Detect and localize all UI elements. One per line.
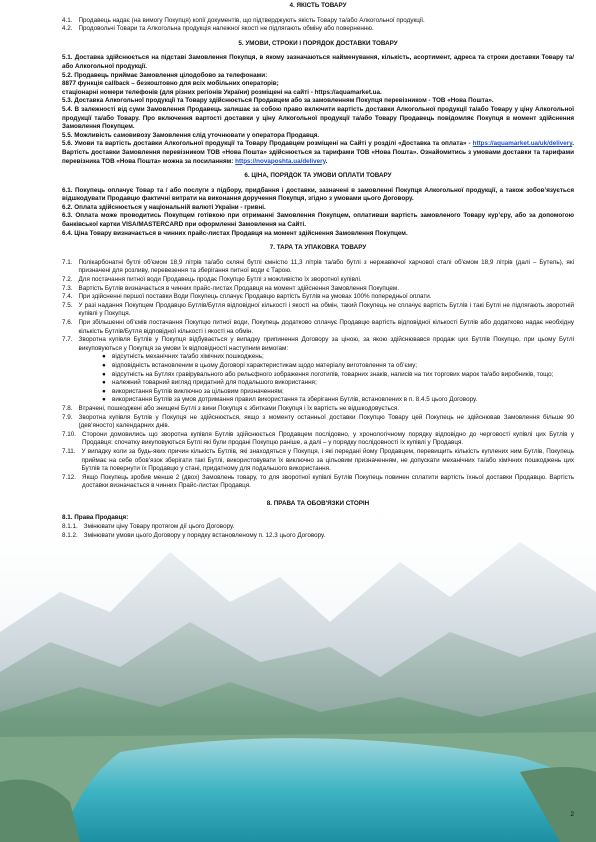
clause-5-2-callback: 8877 функція callback – безкоштовно для всіх мобільних операторів; (62, 80, 279, 88)
clause-5-6-end: . (325, 157, 328, 165)
bullet-item (102, 396, 574, 405)
bullet-text: належний товарний вигляд придатний для подальшого використання; (112, 379, 317, 387)
clause-text: Змінювати умови цього Договору у порядку встановленому п. 12.3 цього Договору. (83, 531, 326, 539)
clause-7-6 (62, 319, 574, 336)
clause-text: Вартість Бутлів визначається в чинних прайс-листах Продавця на момент здійснення Замовлення Покупцем. (78, 284, 399, 292)
bullet-item (102, 353, 574, 362)
clause-text: Сторони домовились що зворотна купівля Бутлів здійснюється Продавцем послідовно, у хронологічному порядку відповідно до черговості купівлі цих Бутлів у Продавця: спочатку викуповуються Бутлі які були продані Покупцю раніше, а далі – у порядку послідовності їх купівлі у Продавця. (82, 430, 574, 447)
clause-text: Якщо Покупець зробив менше 2 (двох) Замовлень товару, то для зворотної купівлі Бутлів Покупець повинен сплатити вартість їхньої доставки Продавцю. Вартість доставки визначається в чинних Прайс-листах Продавця. (82, 473, 574, 490)
section-5-heading: 5. УМОВИ, СТРОКИ І ПОРЯДОК ДОСТАВКИ ТОВАРУ (238, 39, 398, 47)
bullet-text: відсутність на Бутлях гравірувального або рельєфного зображення логотипів, товарних знаків, написів на тих торгових марок та/або виробників, тощо; (112, 370, 554, 378)
clause-7-9 (62, 414, 574, 431)
bullet-item (102, 371, 574, 380)
clause-7-2 (62, 276, 574, 285)
bullet-text: відповідність встановленим в цьому Договорі характеристикам щодо матеріалу виготовлення та об’єму; (112, 361, 417, 369)
clause-text: При збільшенні об'ємів постачання Покупцю питної води, Покупець додатково сплачує Продавцю вартість відповідної кількості Бутлів або додатково надає необхідну кількість Бутлів/Бутля відповідної кількості і якості на обмін. (78, 319, 574, 335)
bullet-icon: ● (102, 387, 106, 395)
bullet-icon: ● (102, 353, 106, 361)
clause-7-4 (62, 293, 574, 302)
clause-6-2: 6.2. Оплата здійснюється у національній валюті України - гривні. (62, 203, 266, 211)
clause-text: Зворотна купівля Бутлів у Покупця відбувається у випадку припинення Договору за ціною, за якою здійснювався продаж цих Бутлів Покупцю, при цьому Бутлі викуповуються у Покупця за умови їх відповідності наступним вимогам: (78, 336, 574, 352)
clause-text: Втрачені, пошкоджені або знищені Бутлі з вини Покупця є збитками Покупця і їх вартість не відшкодовується. (78, 404, 400, 412)
clause-7-8 (62, 405, 574, 414)
bullet-icon: ● (102, 370, 106, 378)
clause-text: У випадку коли за будь-яких причин кількість Бутлів, які знаходяться у Покупця, і які передані йому Продавцем, перевищить кількість куплених ним Бутлів, Покупець приймає на себе обов’язок зберігати такі Бутлі, використовувати їх виключно за цільовим призначенням, не допускати механічних та/або хімічних пошкоджень цих Бутлів та повернути їх Продавцю у стані, придатному для подальшого використання. (81, 447, 574, 473)
document-page (62, 2, 574, 828)
clause-5-6-middle: . Вартість доставки Замовлення перевізником ТОВ «Нова Пошта» здійснюється за тарифами ТОВ «Нова Пошта». Ознайомитись з умовами доставки та тарифами перевізника ТОВ «Нова Пошта» можна за посиланням: (62, 140, 574, 165)
clause-5-1: 5.1. Доставка здійснюється на підставі Замовлення Покупця, в якому зазначаються найменування, кількість, асортимент, адреса та строки доставки Товару та/або Алкогольної продукції. (62, 54, 574, 70)
clause-7-5 (62, 302, 574, 319)
clause-number: 7.8. (62, 404, 73, 412)
clause-number: 7.10. (62, 430, 77, 438)
clause-6-3: 6.3. Оплата може проводитись Покупцем готівкою при отриманні Замовлення Покупцем, оплативши вартість замовленого Товару кур’єру, або за допомогою банківської картки VISA/MASTERCARD при оформленні Замовлення на Сайті. (62, 212, 574, 229)
clause-7-11 (62, 448, 574, 474)
clause-number: 7.5. (62, 301, 73, 309)
clause-5-2: 5.2. Продавець приймає Замовлення цілодобово за телефонами: (62, 71, 268, 79)
clause-4-2 (62, 25, 574, 34)
clause-number: 7.6. (62, 319, 73, 326)
clause-text: У разі надання Покупцем Продавцю Бутлів/Бутля відповідної кількості і якості на обмін, такий Покупець не сплачує вартість Бутлів і такі Бутлі не підлягають зворотній купівлі у Покупця. (78, 301, 574, 318)
clause-number: 7.4. (62, 293, 73, 301)
clause-5-6-start: 5.6. Умови та вартість доставки Алкогольної продукції та Товару Продавцем розміщені на Сайті у розділі «Доставка та оплата» - (62, 140, 473, 148)
clause-number: 7.9. (62, 413, 73, 421)
section-6-heading: 6. ЦІНА, ПОРЯДОК ТА УМОВИ ОПЛАТИ ТОВАРУ (244, 172, 392, 180)
clause-number: 4.1. (62, 16, 73, 24)
clause-7-12 (62, 474, 574, 491)
clause-8-1-1 (62, 523, 574, 532)
clause-5-4: 5.4. В залежності від суми Замовлення Продавець залишає за собою право включити вартість доставки Алкогольної продукції та/або Товару у ціну Алкогольної продукції та/або Товару. Про включення вартості доставки у ціну Алкогольної продукції та/або Товару Продавець повідомляє Покупця в момент здійснення Замовлення Покупцем. (62, 105, 574, 131)
section-4-heading: 4. ЯКІСТЬ ТОВАРУ (289, 2, 347, 9)
clause-4-1 (62, 17, 574, 26)
clause-7-10 (62, 431, 574, 448)
clause-number: 7.7. (62, 336, 73, 344)
clause-text: Продавець надає (на вимогу Покупця) копії документів, що підтверджують якість Товару та/або Алкогольної продукції. (78, 16, 425, 24)
bullet-text: використання Бутлів за умов дотримання правил використання та зберігання Бутлів, встановлених в п. 8.4.5 цього Договору. (112, 396, 478, 404)
delivery-link[interactable]: https://aquamarket.ua/uk/delivery (472, 140, 573, 148)
bullet-item (102, 362, 574, 371)
clause-5-2-phones: стаціонарні номери телефонів (для різних регіонів України) розміщені на сайті - https://aquamarket.ua. (62, 88, 382, 96)
clause-number: 8.1.2. (62, 531, 78, 539)
novaposhta-link[interactable]: https://novaposhta.ua/delivery (235, 157, 326, 165)
section-8-heading: 8. ПРАВА ТА ОБОВ'ЯЗКИ СТОРІН (266, 499, 370, 507)
clause-text: Полікарбонатні бутлі об'ємом 18,9 літрів та/або скляні бутлі ємністю 11,3 літрів та/або бутлі з нержавіючої харчової сталі об'ємом 18,9 літрів (далі – Бутель), які призначені для розливу, перевезення та зберігання питної води є Тарою. (78, 258, 574, 275)
clause-text: Продовольчі Товари та Алкогольна продукція належної якості не підлягають обміну або поверненню. (78, 25, 374, 33)
clause-text: Для постачання питної води Продавець продає Покупцю Бутлі з можливістю їх зворотної купівлі. (78, 276, 362, 284)
clause-number: 7.3. (62, 284, 73, 292)
clause-6-1: 6.1. Покупець оплачує Товар та / або послуги з підбору, придбання і доставки, зазначені в замовленні Покупця Алкогольної продукції, а також зобов’язується відшкодувати Продавцю фактичні витрати на виконання доручення Покупця, згідно з умовами цього Договору. (62, 186, 574, 203)
clause-7-1 (62, 259, 574, 276)
clause-8-1: 8.1. Права Продавця: (62, 514, 129, 522)
section-7-heading: 7. ТАРА ТА УПАКОВКА ТОВАРУ (269, 244, 367, 252)
page-number: 2 (570, 811, 574, 819)
clause-number: 7.11. (62, 447, 76, 455)
clause-5-5: 5.5. Можливість самовивозу Замовлення слід уточнювати у оператора Продавця. (62, 131, 320, 139)
bullet-item (102, 379, 574, 388)
clause-number: 7.12. (62, 473, 77, 481)
bullet-text: відсутність механічних та/або хімічних пошкоджень; (112, 353, 264, 361)
clause-5-6 (62, 140, 574, 166)
clause-number: 7.1. (62, 258, 73, 266)
clause-number: 7.2. (62, 276, 73, 284)
clause-5-3: 5.3. Доставка Алкогольної продукції та Товару здійснюється Продавцем або за замовленням Покупця перевізником - ТОВ «Нова Пошта». (62, 97, 494, 105)
clause-7-3 (62, 285, 574, 294)
clause-number: 4.2. (62, 25, 73, 33)
clause-text: При здійсненні першої поставки Води Покупець сплачує Продавцю вартість Бутлів на умовах 100% попередньої оплати. (78, 293, 432, 301)
bullet-icon: ● (102, 379, 106, 387)
bullet-icon: ● (102, 361, 106, 369)
clause-7-7 (62, 336, 574, 353)
bullet-text: використання Бутлів виключно за цільовим призначенням; (112, 387, 284, 395)
clause-number: 8.1.1. (62, 523, 78, 531)
bullet-icon: ● (102, 396, 106, 404)
clause-8-1-2 (62, 532, 574, 541)
clause-text: Змінювати ціну Товару протягом дії цього Договору. (83, 523, 235, 531)
clause-text: Зворотна купівля Бутлів у Покупця не здійснюється, якщо з моменту останньої доставки Покупцю Товару цей Покупець не здійснював Замовлення більше 90 (дев’яносто) календарних днів. (78, 413, 574, 430)
clause-6-4: 6.4. Ціна Товару визначається в чинних прайс-листах Продавця на момент здійснення Замовлення Покупцем. (62, 229, 408, 237)
